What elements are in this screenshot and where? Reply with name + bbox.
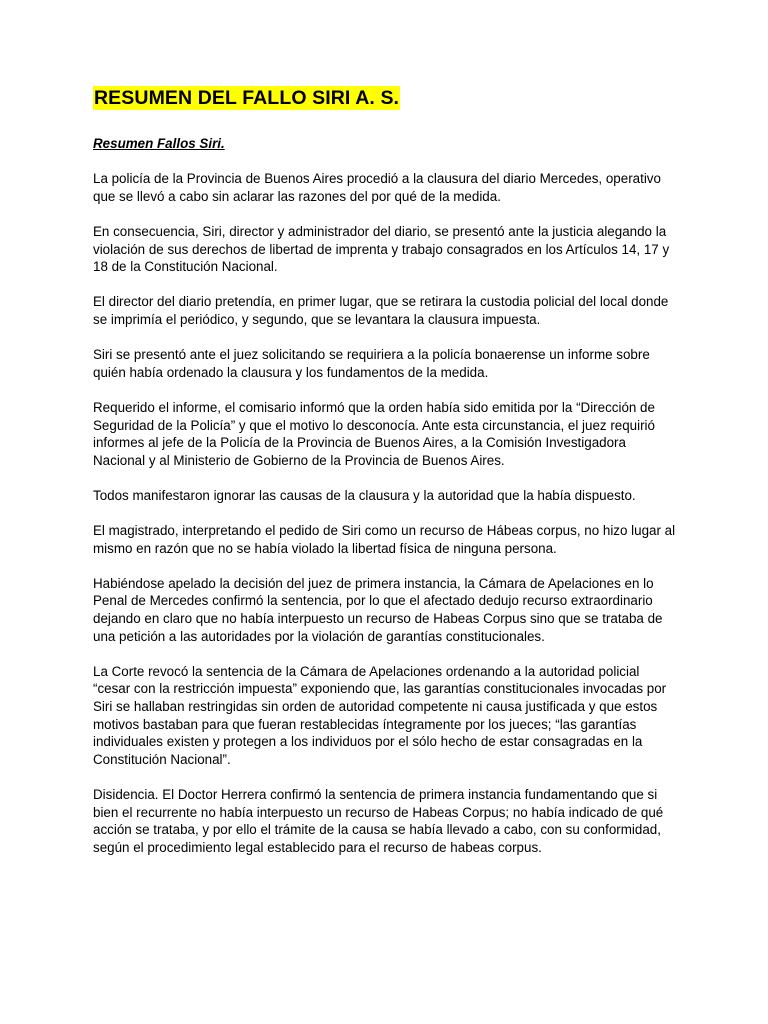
paragraph: Requerido el informe, el comisario informó que la orden había sido emitida por la “Dirección de Seguridad de la Policía” y que el motivo lo desconocía. Ante esta circunstancia, el juez requirió informes al jefe de la Policía de la Provincia de Buenos Aires, a la Comisión Investigadora Nacional y al Ministerio de Gobierno de la Provincia de Buenos Aires. (93, 399, 655, 468)
paragraph: El magistrado, interpretando el pedido de Siri como un recurso de Hábeas corpus, no hizo lugar al mismo en razón que no se había violado la libertad física de ninguna persona. (93, 523, 676, 556)
paragraph: En consecuencia, Siri, director y administrador del diario, se presentó ante la justicia alegando la violación de sus derechos de libertad de imprenta y trabajo consagrados en los Artículos 14, 17 y 18 de la Constitución Nacional. (93, 223, 670, 275)
paragraph: La policía de la Provincia de Buenos Aires procedió a la clausura del diario Mercedes, operativo que se llevó a cabo sin aclarar las razones del por qué de la medida. (93, 171, 661, 204)
document-subtitle: Resumen Fallos Siri. (93, 136, 225, 151)
paragraph: La Corte revocó la sentencia de la Cámara de Apelaciones ordenando a la autoridad policial “cesar con la restricción impuesta” exponiendo que, las garantías constitucionales invocadas por Siri se hallaban restringidas sin orden de autoridad competente ni causa justificada y que estos motivos bastaban para que fueran restablecidas íntegramente por los jueces; “las garantías individuales existen y protegen a los individuos por el sólo hecho de estar consagradas en la Constitución Nacional”. (93, 663, 667, 767)
document-title: RESUMEN DEL FALLO SIRI A. S. (94, 87, 400, 109)
paragraph: Disidencia. El Doctor Herrera confirmó la sentencia de primera instancia fundamentando que si bien el recurrente no había interpuesto un recurso de Habeas Corpus; no había indicado de qué acción se trataba, y por ello el trámite de la causa se había llevado a cabo, con su conformidad, según el procedimiento legal establecido para el recurso de habeas corpus. (93, 786, 664, 855)
paragraph: Siri se presentó ante el juez solicitando se requiriera a la policía bonaerense un informe sobre quién había ordenado la clausura y los fundamentos de la medida. (93, 347, 650, 380)
paragraph: Habiéndose apelado la decisión del juez de primera instancia, la Cámara de Apelaciones en lo Penal de Mercedes confirmó la sentencia, por lo que el afectado dedujo recurso extraordinario dejando en claro que no había interpuesto un recurso de Habeas Corpus sino que se trataba de una petición a las autoridades por la violación de garantías constitucionales. (93, 575, 663, 644)
paragraph: Todos manifestaron ignorar las causas de la clausura y la autoridad que la había dispuesto. (93, 487, 636, 503)
paragraph: El director del diario pretendía, en primer lugar, que se retirara la custodia policial del local donde se imprimía el periódico, y segundo, que se levantara la clausura impuesta. (93, 294, 669, 327)
